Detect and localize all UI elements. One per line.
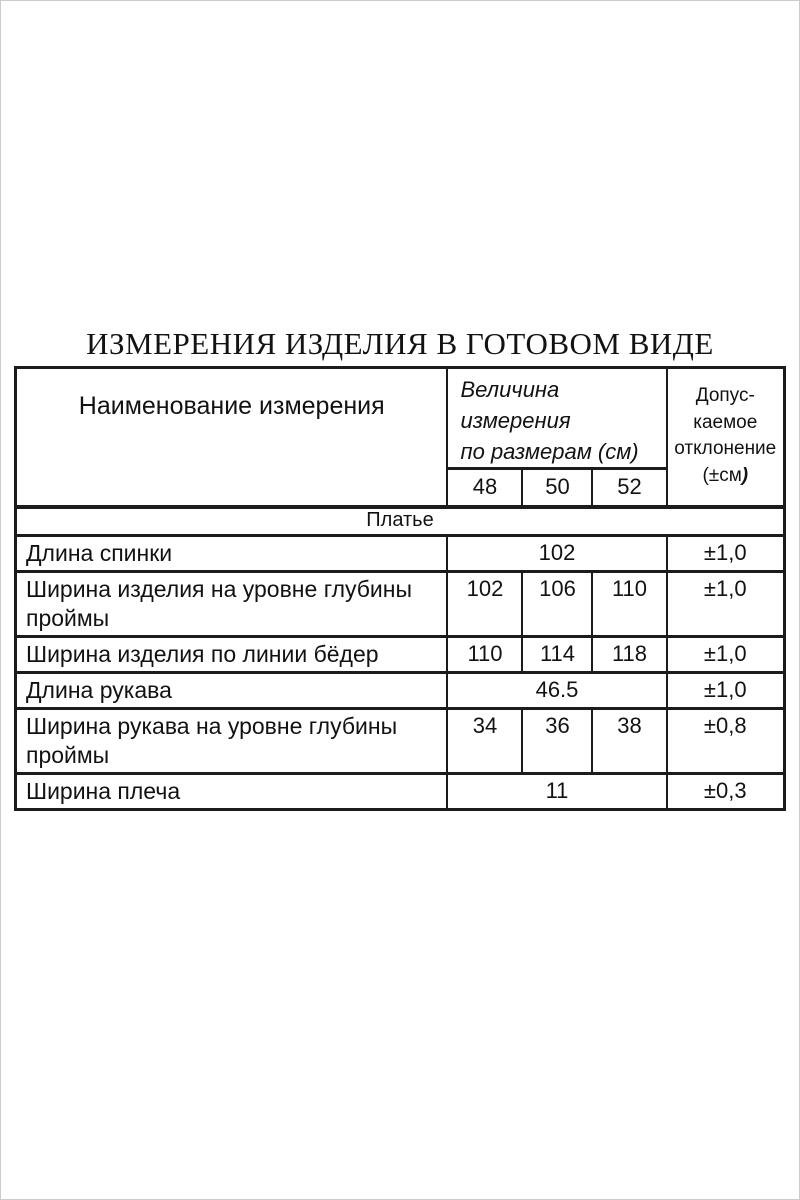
section-row xyxy=(15,507,784,536)
measurement-name: Ширина плеча xyxy=(15,773,447,809)
column-header-tolerance xyxy=(667,368,785,507)
measurement-value-48: 110 xyxy=(447,636,522,672)
measurement-value-merged: 11 xyxy=(447,773,666,809)
table-row xyxy=(15,636,784,672)
content-area xyxy=(1,1,799,811)
tolerance-value: ±1,0 xyxy=(667,672,785,708)
tolerance-header-line1: Допус- xyxy=(695,385,755,406)
size-column-header-48: 48 xyxy=(447,469,522,507)
page-title: ИЗМЕРЕНИЯ ИЗДЕЛИЯ В ГОТОВОМ ВИДЕ xyxy=(86,326,714,361)
measurements-table xyxy=(14,366,786,811)
measurement-value-50: 114 xyxy=(522,636,592,672)
measurement-value-50: 36 xyxy=(522,708,592,773)
size-column-header-50: 50 xyxy=(522,469,592,507)
table-row xyxy=(15,571,784,636)
tolerance-header-line2: каемое xyxy=(693,411,758,433)
column-header-sizes-group xyxy=(447,368,666,469)
measurement-value-52: 118 xyxy=(592,636,666,672)
measurement-value-merged: 46.5 xyxy=(447,672,666,708)
tolerance-value: ±0,8 xyxy=(667,708,785,773)
table-header-row xyxy=(15,368,784,469)
table-row xyxy=(15,708,784,773)
measurement-name: Длина рукава xyxy=(15,672,447,708)
measurement-value-merged: 102 xyxy=(447,535,666,571)
table-row xyxy=(15,672,784,708)
sizes-group-header-line2: по размерам (см) xyxy=(460,439,639,464)
measurement-value-48: 34 xyxy=(447,708,522,773)
tolerance-header-close-paren: ) xyxy=(741,464,749,486)
table-row xyxy=(15,535,784,571)
measurement-value-48: 102 xyxy=(447,571,522,636)
sizes-group-header-line1: Величина измерения xyxy=(460,377,571,433)
section-label: Платье xyxy=(15,507,784,536)
measurement-name: Ширина изделия по линии бёдер xyxy=(15,636,447,672)
table-row xyxy=(15,773,784,809)
tolerance-header-line3: отклонение xyxy=(674,438,777,459)
tolerance-value: ±0,3 xyxy=(667,773,785,809)
measurement-value-50: 106 xyxy=(522,571,592,636)
column-header-measurement-name: Наименование измерения xyxy=(15,368,447,507)
measurement-value-52: 38 xyxy=(592,708,666,773)
tolerance-header-line4: (±см) xyxy=(702,464,749,486)
measurement-name: Ширина изделия на уровне глубины проймы xyxy=(15,571,447,636)
measurement-value-52: 110 xyxy=(592,571,666,636)
tolerance-value: ±1,0 xyxy=(667,571,785,636)
measurement-name: Длина спинки xyxy=(15,535,447,571)
measurement-name: Ширина рукава на уровне глубины проймы xyxy=(15,708,447,773)
size-column-header-52: 52 xyxy=(592,469,666,507)
tolerance-value: ±1,0 xyxy=(667,636,785,672)
tolerance-value: ±1,0 xyxy=(667,535,785,571)
